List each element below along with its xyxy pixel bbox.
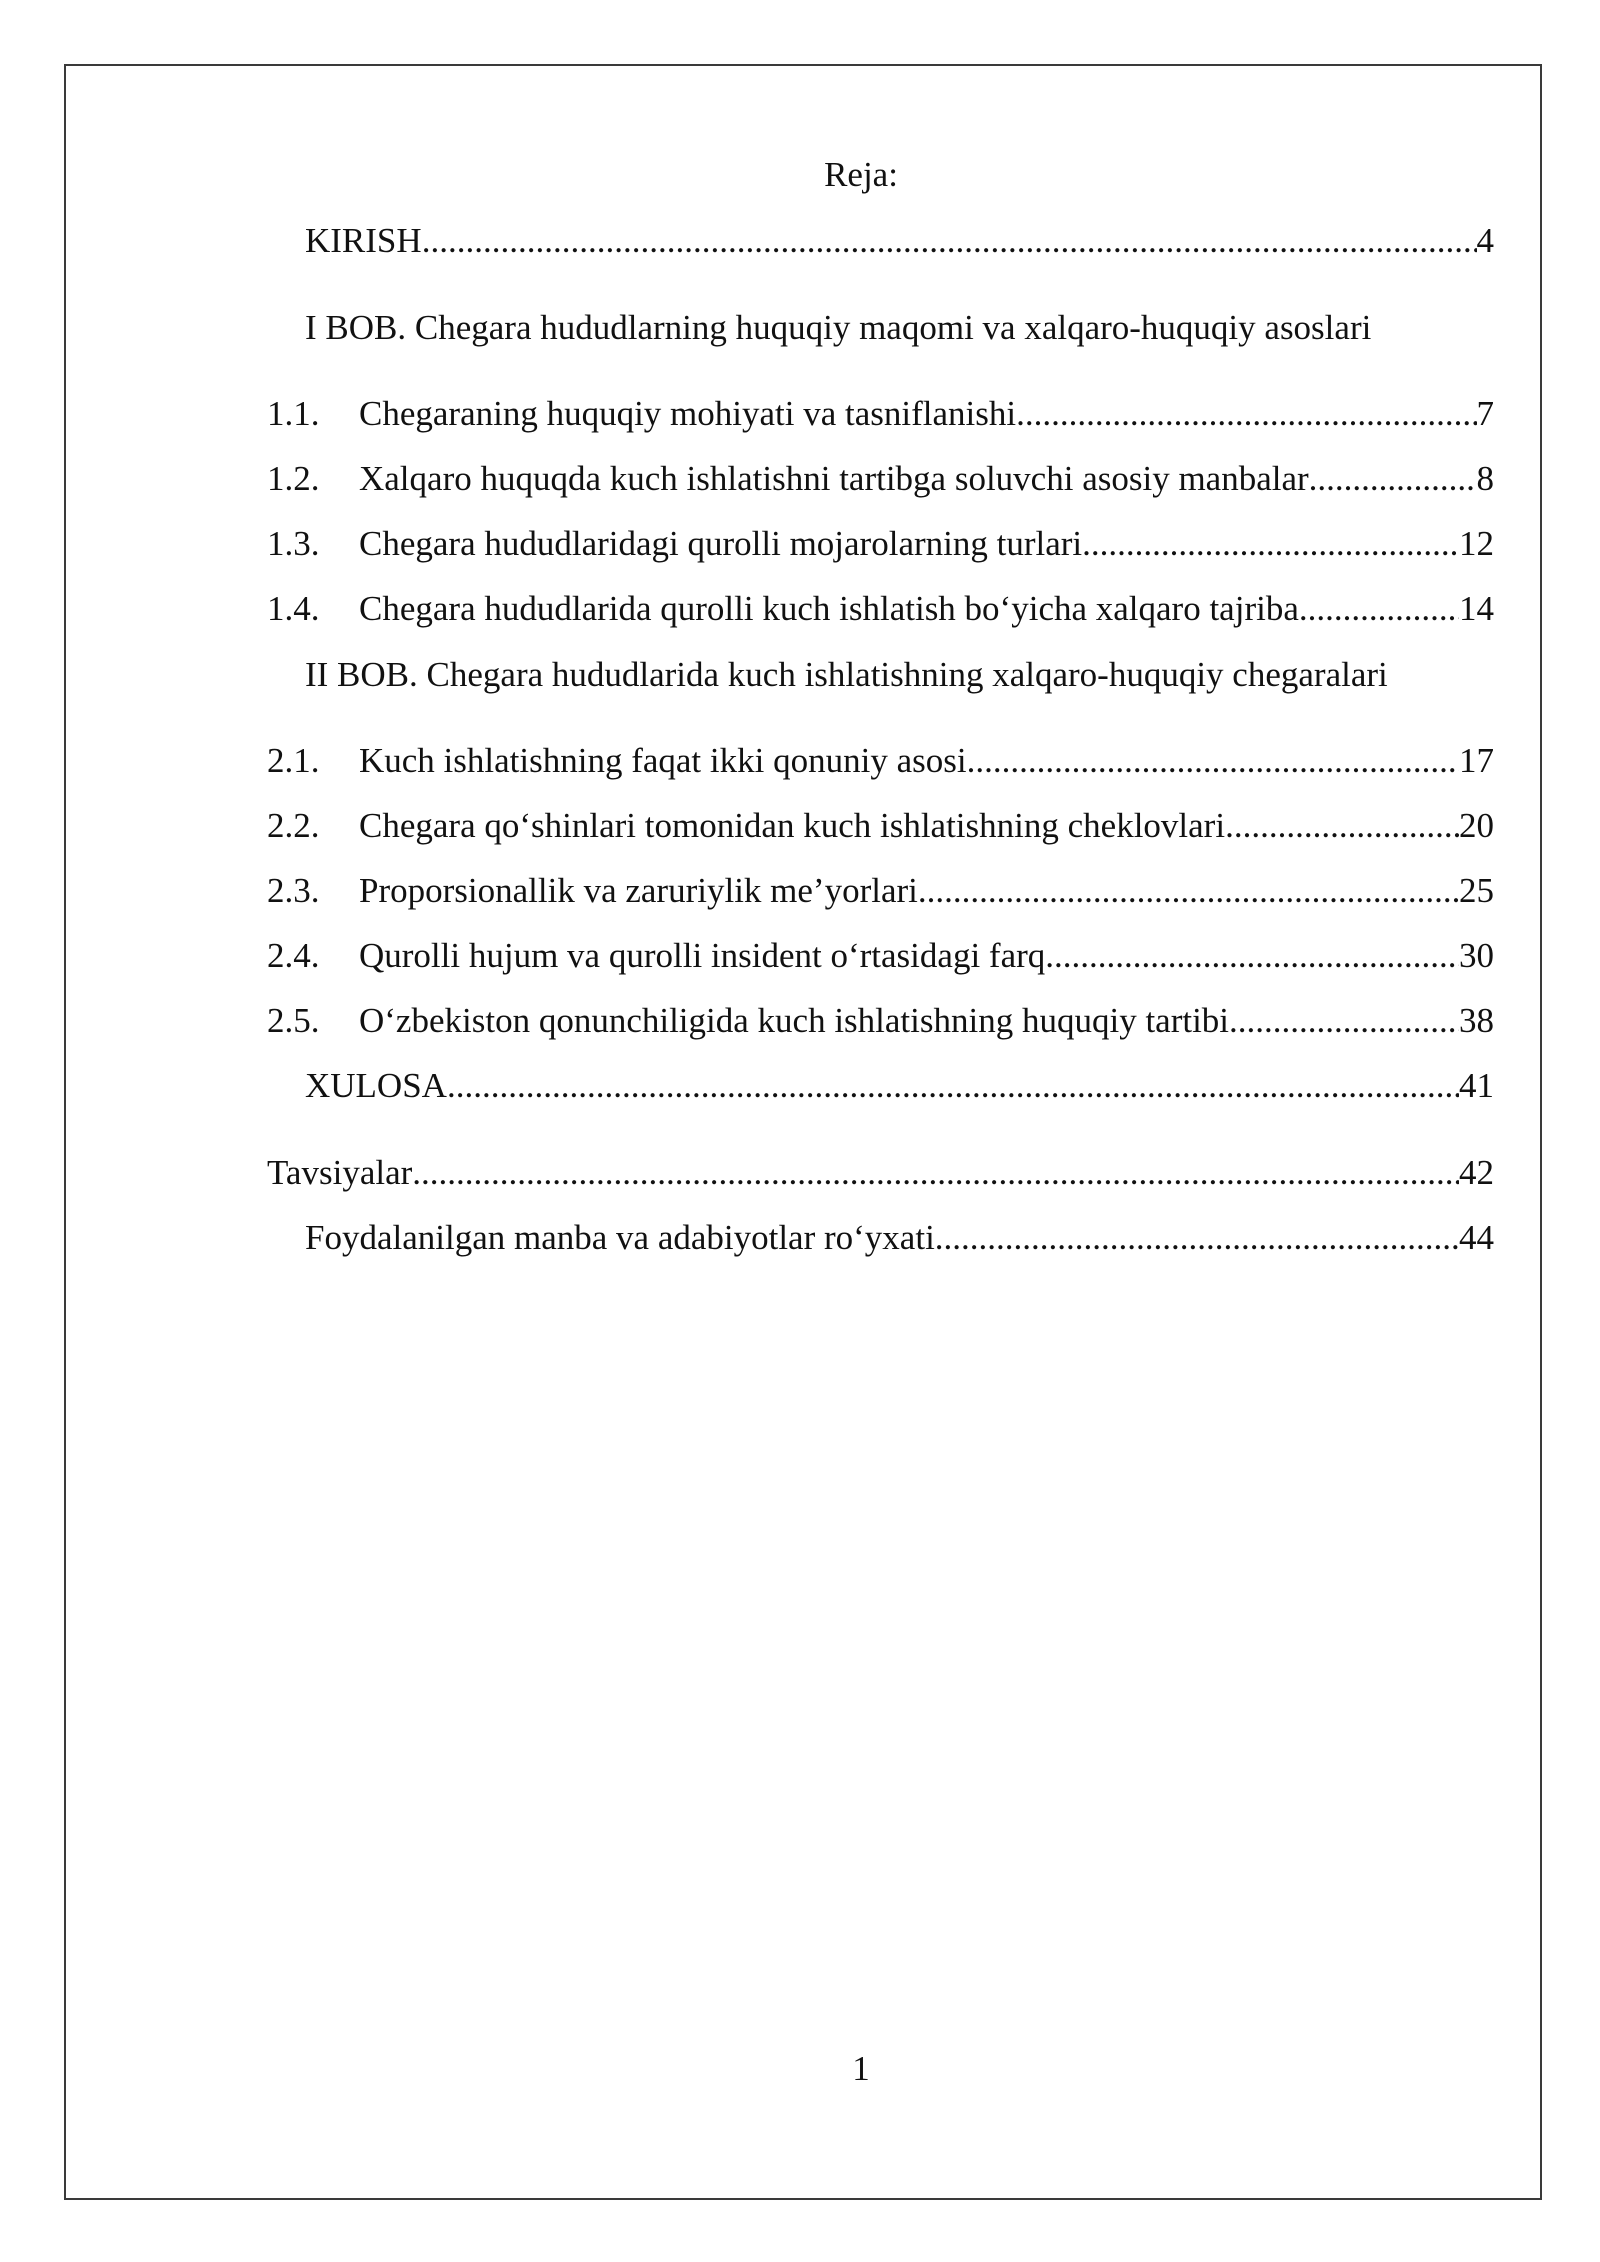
toc-entry-page: 12	[1459, 524, 1494, 563]
toc-entry-text: Xalqaro huquqda kuch ishlatishni tartibga soluvchi asosiy manbalar	[359, 459, 1309, 498]
toc-entry-xulosa[interactable]	[305, 1062, 1494, 1110]
toc-entry-text: XULOSA	[305, 1066, 447, 1105]
chapter-heading-2[interactable]: II BOB. Chegara hududlarida kuch ishlatishning xalqaro-huquqiy chegaralari	[305, 655, 1388, 694]
toc-entry-number: 1.1.	[267, 394, 320, 433]
toc-entry-1-4[interactable]	[267, 585, 1494, 633]
toc-entry-number: 2.5.	[267, 1001, 320, 1040]
toc-leader-dots	[935, 1214, 1459, 1262]
toc-entry-text: KIRISH	[305, 221, 422, 260]
toc-leader-dots	[1299, 585, 1459, 633]
toc-leader-dots	[422, 217, 1477, 265]
toc-leader-dots	[1016, 390, 1476, 438]
toc-entry-text: O‘zbekiston qonunchiligida kuch ishlatishning huquqiy tartibi	[359, 1001, 1230, 1040]
toc-entry-1-1[interactable]	[267, 390, 1494, 438]
toc-entry-text: Proporsionallik va zaruriylik me’yorlari	[359, 871, 918, 910]
toc-leader-dots	[1309, 455, 1477, 503]
toc-entry-text: Chegaraning huquqiy mohiyati va tasniflanishi	[359, 394, 1017, 433]
toc-entry-page: 8	[1476, 459, 1494, 498]
toc-entry-2-4[interactable]	[267, 932, 1494, 980]
toc-entry-number: 1.2.	[267, 459, 320, 498]
toc-leader-dots	[1229, 997, 1459, 1045]
toc-entry-kirish[interactable]	[305, 217, 1494, 265]
toc-leader-dots	[1045, 932, 1459, 980]
toc-entry-tavsiyalar[interactable]	[267, 1149, 1494, 1197]
toc-entry-2-5[interactable]	[267, 997, 1494, 1045]
toc-entry-1-2[interactable]	[267, 455, 1494, 503]
toc-entry-number: 2.3.	[267, 871, 320, 910]
toc-entry-page: 42	[1459, 1153, 1494, 1192]
toc-entry-text: Kuch ishlatishning faqat ikki qonuniy asosi	[359, 741, 967, 780]
toc-entry-page: 30	[1459, 936, 1494, 975]
toc-entry-2-3[interactable]	[267, 867, 1494, 915]
toc-entry-text: Chegara hududlarida qurolli kuch ishlatish bo‘yicha xalqaro tajriba	[359, 589, 1299, 628]
page-number: 1	[852, 2049, 870, 2088]
chapter-heading-1[interactable]: I BOB. Chegara hududlarning huquqiy maqomi va xalqaro-huquqiy asoslari	[305, 308, 1372, 347]
toc-entry-number: 1.3.	[267, 524, 320, 563]
toc-entry-text: Foydalanilgan manba va adabiyotlar ro‘yxati	[305, 1218, 935, 1257]
toc-leader-dots	[412, 1149, 1459, 1197]
toc-entry-1-3[interactable]	[267, 520, 1494, 568]
toc-entry-page: 41	[1459, 1066, 1494, 1105]
toc-entry-page: 4	[1476, 221, 1494, 260]
toc-entry-text: Chegara hududlaridagi qurolli mojarolarning turlari	[359, 524, 1083, 563]
toc-entry-page: 17	[1459, 741, 1494, 780]
page-border	[64, 64, 1542, 2200]
toc-entry-adabiyotlar[interactable]	[305, 1214, 1494, 1262]
toc-leader-dots	[447, 1062, 1459, 1110]
toc-entry-number: 1.4.	[267, 589, 320, 628]
toc-entry-number: 2.4.	[267, 936, 320, 975]
toc-entry-number: 2.1.	[267, 741, 320, 780]
toc-leader-dots	[1225, 802, 1459, 850]
toc-entry-text: Qurolli hujum va qurolli insident o‘rtasidagi farq	[359, 936, 1046, 975]
toc-entry-page: 38	[1459, 1001, 1494, 1040]
toc-leader-dots	[967, 737, 1459, 785]
toc-entry-page: 7	[1476, 394, 1494, 433]
toc-entry-page: 14	[1459, 589, 1494, 628]
toc-entry-2-2[interactable]	[267, 802, 1494, 850]
toc-entry-page: 25	[1459, 871, 1494, 910]
toc-entry-text: Chegara qo‘shinlari tomonidan kuch ishlatishning cheklovlari	[359, 806, 1226, 845]
toc-leader-dots	[1082, 520, 1459, 568]
toc-title: Reja:	[824, 155, 898, 194]
toc-entry-text: Tavsiyalar	[267, 1153, 413, 1192]
toc-leader-dots	[918, 867, 1459, 915]
toc-entry-page: 20	[1459, 806, 1494, 845]
toc-entry-page: 44	[1459, 1218, 1494, 1257]
toc-entry-2-1[interactable]	[267, 737, 1494, 785]
toc-entry-number: 2.2.	[267, 806, 320, 845]
